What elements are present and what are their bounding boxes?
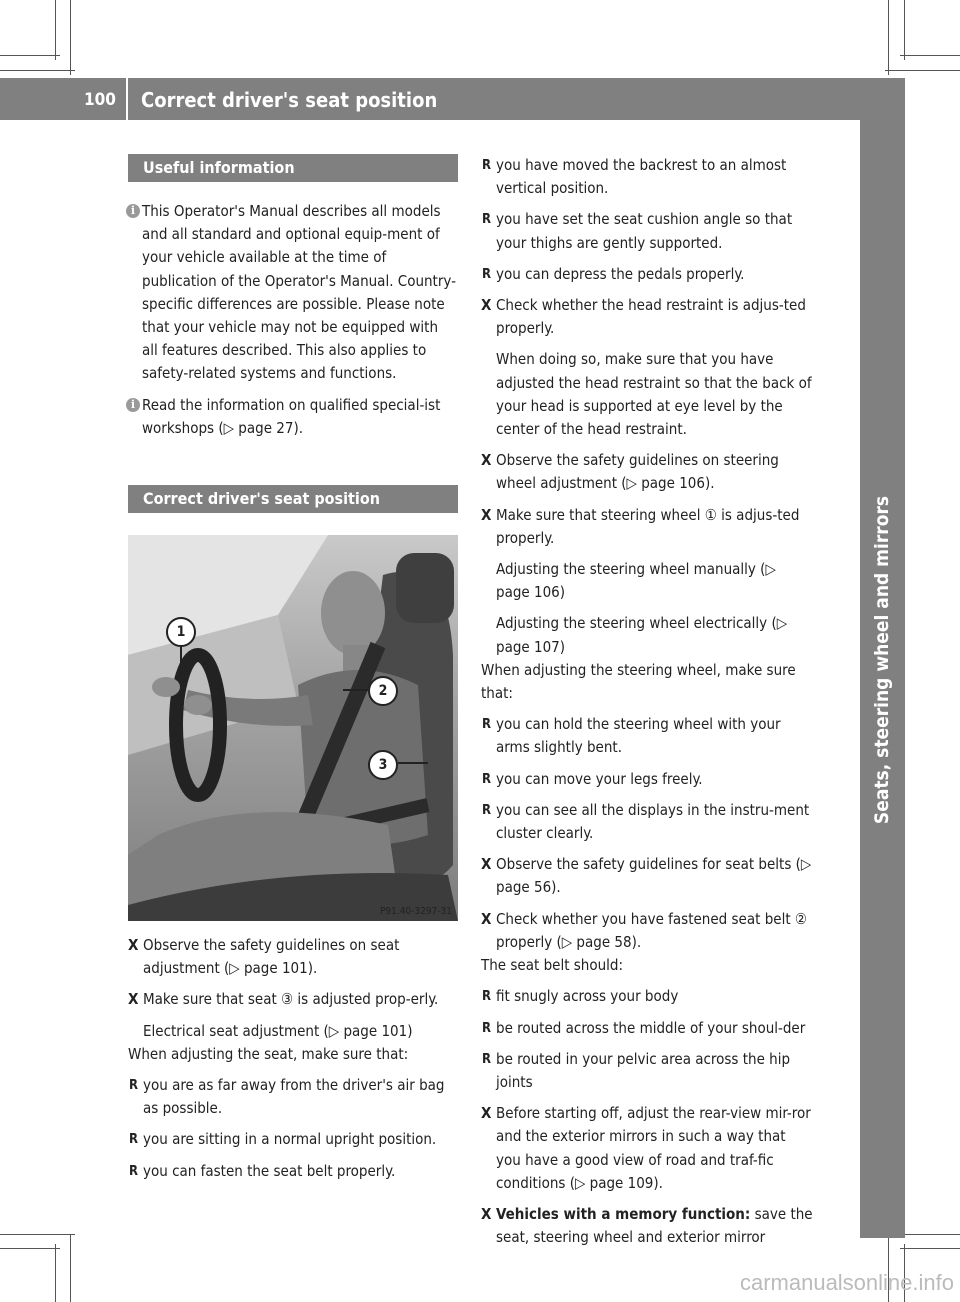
- side-tab-label-box: [860, 350, 905, 970]
- driver-seat-figure: [128, 535, 458, 921]
- step-continuation: When doing so, make sure that you have adjusted the head restraint so that the back of your head is supported at eye level by the center of the head restraint.: [496, 350, 812, 439]
- callout-3: 3: [368, 750, 398, 780]
- header-bar: [0, 78, 905, 120]
- step-item: X Make sure that steering wheel ① is adjus-ted properly.: [481, 505, 800, 547]
- crop-mark: [904, 0, 905, 60]
- header-separator: [126, 78, 128, 120]
- page-title: Correct driver's seat position: [141, 88, 438, 112]
- info-icon: i: [126, 204, 140, 218]
- right-column: [481, 154, 813, 1249]
- crop-mark: [0, 1248, 60, 1249]
- crop-mark: [70, 0, 71, 75]
- step-continuation: Adjusting the steering wheel manually (▷ page 106): [496, 560, 776, 602]
- crop-mark: [0, 70, 75, 71]
- list-item: R you are sitting in a normal upright position.: [129, 1130, 437, 1149]
- crop-mark: [888, 0, 889, 75]
- callout-2: 2: [368, 676, 398, 706]
- left-column: [128, 154, 458, 513]
- step-item: X Check whether the head restraint is adjus-ted properly.: [481, 296, 806, 338]
- step-continuation: Electrical seat adjustment (▷ page 101): [143, 1021, 413, 1040]
- crop-mark: [55, 0, 56, 60]
- left-column-lower: [128, 934, 458, 1183]
- callout-1: 1: [166, 617, 196, 647]
- step-item: X Check whether you have fastened seat belt ② properly (▷ page 58).: [481, 909, 807, 951]
- list-item: R you have moved the backrest to an almost vertical position.: [482, 156, 787, 198]
- crop-mark: [0, 1234, 75, 1235]
- list-item: R be routed in your pelvic area across the hip joints: [482, 1049, 791, 1091]
- list-item: R you can depress the pedals properly.: [482, 264, 745, 283]
- intro-text: When adjusting the seat, make sure that:: [128, 1044, 409, 1063]
- driver-illustration: [128, 535, 458, 921]
- section-heading-seat-position: Correct driver's seat position: [128, 485, 458, 513]
- crop-mark: [55, 1244, 56, 1302]
- crop-mark: [900, 1248, 960, 1249]
- list-item: R you can see all the displays in the instru-ment cluster clearly.: [482, 800, 810, 843]
- step-item: X Observe the safety guidelines for seat belts (▷ page 56).: [481, 855, 812, 897]
- crop-mark: [885, 70, 960, 71]
- side-tab-label: Seats, steering wheel and mirrors: [871, 495, 893, 825]
- list-item: R you have set the seat cushion angle so that your thighs are gently supported.: [482, 210, 793, 252]
- intro-text: The seat belt should:: [481, 956, 624, 975]
- watermark: carmanualsonline.info: [739, 1270, 954, 1295]
- list-item: R you can fasten the seat belt properly.: [129, 1161, 396, 1180]
- step-item: X Make sure that seat ③ is adjusted prop-erly.: [128, 990, 439, 1009]
- crop-mark: [900, 55, 960, 56]
- crop-mark: [0, 55, 60, 56]
- info-note: i This Operator's Manual describes all models and all standard and optional equip-ment of your vehicle available at the time of publication of the Operator's Manual. Country-specific differences are possible. Please note that your vehicle may not be equipped with all features described. This also applies to safety-related systems and functions.: [128, 200, 458, 386]
- step-item: X Observe the safety guidelines on seat adjustment (▷ page 101).: [128, 936, 400, 978]
- info-icon: i: [126, 398, 140, 412]
- figure-code: P91.40-3297-31: [379, 906, 452, 917]
- list-item: R fit snugly across your body: [482, 987, 679, 1006]
- crop-mark: [70, 1234, 71, 1302]
- list-item: R you can move your legs freely.: [482, 769, 703, 788]
- page-number: 100: [84, 90, 116, 110]
- intro-text: When adjusting the steering wheel, make sure that:: [481, 660, 796, 703]
- list-item: R be routed across the middle of your shoul-der: [482, 1018, 806, 1037]
- side-tab-top: [860, 78, 905, 140]
- step-continuation: Adjusting the steering wheel electrically (▷ page 107): [496, 614, 788, 656]
- step-item: X Observe the safety guidelines on steering wheel adjustment (▷ page 106).: [481, 451, 779, 493]
- step-item: X Before starting off, adjust the rear-view mir-ror and the exterior mirrors in such a way that you have a good view of road and traf-fic conditions (▷ page 109).: [481, 1104, 811, 1192]
- list-item: R you can hold the steering wheel with your arms slightly bent.: [482, 715, 781, 757]
- section-heading-useful-information: Useful information: [128, 154, 458, 182]
- step-item: X Vehicles with a memory function: save the seat, steering wheel and exterior mirror: [481, 1204, 813, 1247]
- info-note: i Read the information on qualified special-ist workshops (▷ page 27).: [128, 394, 458, 440]
- list-item: R you are as far away from the driver's air bag as possible.: [129, 1076, 445, 1118]
